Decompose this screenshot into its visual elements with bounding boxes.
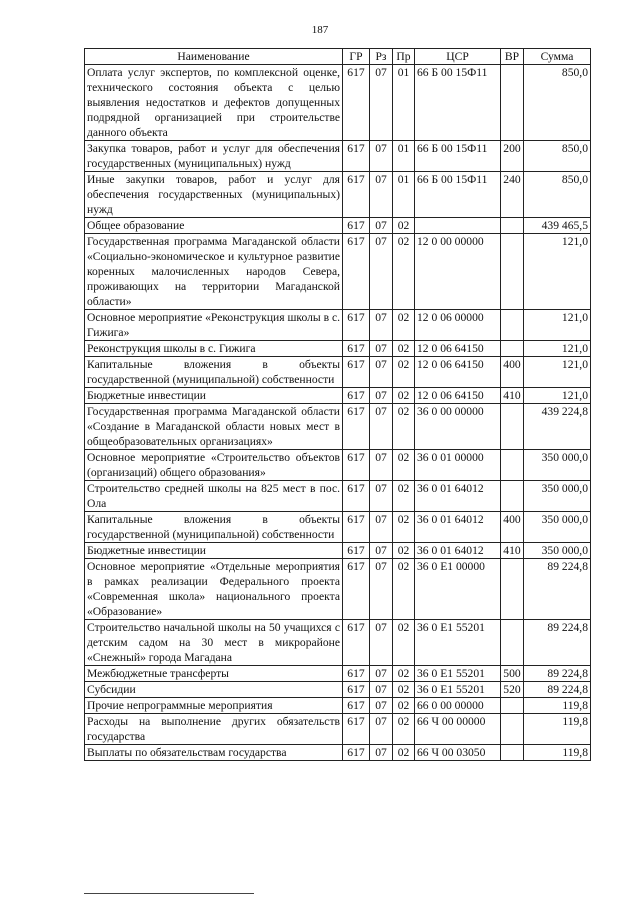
cell-csr: 66 Б 00 15Ф11 — [415, 65, 501, 141]
cell-name: Выплаты по обязательствам государства — [85, 745, 343, 761]
cell-csr: 36 0 E1 55201 — [415, 682, 501, 698]
cell-csr — [415, 218, 501, 234]
table-row — [85, 234, 591, 310]
cell-csr: 36 0 01 64012 — [415, 512, 501, 543]
cell-name: Бюджетные инвестиции — [85, 543, 343, 559]
cell-csr: 36 0 01 00000 — [415, 450, 501, 481]
table-row — [85, 218, 591, 234]
cell-name: Закупка товаров, работ и услуг для обеспечения государственных (муниципальных) нужд — [85, 141, 343, 172]
cell-pr: 02 — [393, 357, 415, 388]
cell-pr: 02 — [393, 218, 415, 234]
page-number: 187 — [311, 24, 329, 36]
table-row — [85, 698, 591, 714]
cell-pr: 02 — [393, 512, 415, 543]
cell-csr: 36 0 E1 00000 — [415, 559, 501, 620]
cell-csr: 12 0 06 00000 — [415, 310, 501, 341]
cell-pr: 02 — [393, 698, 415, 714]
cell-pr: 02 — [393, 388, 415, 404]
cell-csr: 66 Ч 00 00000 — [415, 714, 501, 745]
cell-sum: 121,0 — [524, 234, 591, 310]
cell-vr — [501, 450, 524, 481]
cell-gr: 617 — [343, 512, 370, 543]
cell-rz: 07 — [370, 714, 393, 745]
cell-gr: 617 — [343, 559, 370, 620]
cell-pr: 01 — [393, 141, 415, 172]
cell-rz: 07 — [370, 172, 393, 218]
cell-sum: 850,0 — [524, 141, 591, 172]
cell-rz: 07 — [370, 620, 393, 666]
cell-gr: 617 — [343, 234, 370, 310]
header-csr: ЦСР — [415, 49, 501, 65]
table-row — [85, 172, 591, 218]
cell-rz: 07 — [370, 310, 393, 341]
cell-csr: 36 0 E1 55201 — [415, 620, 501, 666]
cell-vr — [501, 218, 524, 234]
cell-rz: 07 — [370, 388, 393, 404]
cell-csr: 12 0 06 64150 — [415, 341, 501, 357]
cell-csr: 66 0 00 00000 — [415, 698, 501, 714]
cell-name: Основное мероприятие «Реконструкция школы в с. Гижига» — [85, 310, 343, 341]
cell-rz: 07 — [370, 512, 393, 543]
cell-sum: 350 000,0 — [524, 481, 591, 512]
cell-csr: 36 0 00 00000 — [415, 404, 501, 450]
cell-gr: 617 — [343, 310, 370, 341]
table-row — [85, 714, 591, 745]
cell-sum: 121,0 — [524, 357, 591, 388]
cell-pr: 01 — [393, 172, 415, 218]
cell-vr — [501, 481, 524, 512]
cell-rz: 07 — [370, 341, 393, 357]
cell-vr — [501, 310, 524, 341]
cell-rz: 07 — [370, 218, 393, 234]
cell-vr: 400 — [501, 512, 524, 543]
table-row — [85, 141, 591, 172]
table-row — [85, 310, 591, 341]
cell-sum: 119,8 — [524, 745, 591, 761]
cell-name: Иные закупки товаров, работ и услуг для обеспечения государственных (муниципальных) нужд — [85, 172, 343, 218]
header-gr: ГР — [343, 49, 370, 65]
cell-sum: 89 224,8 — [524, 559, 591, 620]
cell-pr: 02 — [393, 745, 415, 761]
cell-rz: 07 — [370, 65, 393, 141]
cell-name: Капитальные вложения в объекты государственной (муниципальной) собственности — [85, 512, 343, 543]
cell-sum: 89 224,8 — [524, 682, 591, 698]
cell-csr: 36 0 01 64012 — [415, 481, 501, 512]
cell-name: Оплата услуг экспертов, по комплексной оценке, технического состояния объекта с целью выявления недостатков и дефектов допущенных подрядной организацией при строительстве данного объекта — [85, 65, 343, 141]
cell-vr — [501, 698, 524, 714]
cell-sum: 850,0 — [524, 172, 591, 218]
cell-csr: 12 0 06 64150 — [415, 388, 501, 404]
cell-rz: 07 — [370, 141, 393, 172]
table-header-row — [85, 49, 591, 65]
cell-csr: 66 Ч 00 03050 — [415, 745, 501, 761]
cell-name: Бюджетные инвестиции — [85, 388, 343, 404]
cell-gr: 617 — [343, 172, 370, 218]
cell-sum: 121,0 — [524, 388, 591, 404]
cell-csr: 66 Б 00 15Ф11 — [415, 172, 501, 218]
cell-name: Строительство средней школы на 825 мест в пос. Ола — [85, 481, 343, 512]
table-row — [85, 341, 591, 357]
cell-csr: 12 0 06 64150 — [415, 357, 501, 388]
cell-name: Государственная программа Магаданской области «Создание в Магаданской области новых мест в общеобразовательных организациях» — [85, 404, 343, 450]
cell-gr: 617 — [343, 620, 370, 666]
cell-rz: 07 — [370, 666, 393, 682]
cell-name: Прочие непрограммные мероприятия — [85, 698, 343, 714]
cell-gr: 617 — [343, 388, 370, 404]
table-row — [85, 404, 591, 450]
cell-rz: 07 — [370, 559, 393, 620]
cell-rz: 07 — [370, 481, 393, 512]
cell-sum: 121,0 — [524, 341, 591, 357]
header-rz: Рз — [370, 49, 393, 65]
cell-rz: 07 — [370, 404, 393, 450]
cell-pr: 02 — [393, 543, 415, 559]
table-row — [85, 559, 591, 620]
table-row — [85, 388, 591, 404]
cell-sum: 119,8 — [524, 714, 591, 745]
cell-gr: 617 — [343, 65, 370, 141]
cell-name: Государственная программа Магаданской области «Социально-экономическое и культурное развитие коренных малочисленных народов Севера, проживающих на территории Магаданской области» — [85, 234, 343, 310]
cell-name: Строительство начальной школы на 50 учащихся с детским садом на 30 мест в микрорайоне «Снежный» города Магадана — [85, 620, 343, 666]
table-row — [85, 666, 591, 682]
cell-vr: 500 — [501, 666, 524, 682]
cell-name: Субсидии — [85, 682, 343, 698]
cell-gr: 617 — [343, 404, 370, 450]
cell-name: Межбюджетные трансферты — [85, 666, 343, 682]
cell-pr: 02 — [393, 310, 415, 341]
cell-name: Расходы на выполнение других обязательств государства — [85, 714, 343, 745]
cell-sum: 89 224,8 — [524, 620, 591, 666]
table-row — [85, 682, 591, 698]
table-body — [85, 65, 591, 761]
cell-gr: 617 — [343, 218, 370, 234]
cell-vr: 410 — [501, 388, 524, 404]
cell-vr — [501, 714, 524, 745]
cell-rz: 07 — [370, 745, 393, 761]
cell-gr: 617 — [343, 543, 370, 559]
header-sum: Сумма — [524, 49, 591, 65]
cell-vr — [501, 404, 524, 450]
cell-pr: 01 — [393, 65, 415, 141]
cell-pr: 02 — [393, 450, 415, 481]
cell-vr — [501, 620, 524, 666]
cell-pr: 02 — [393, 404, 415, 450]
cell-sum: 350 000,0 — [524, 450, 591, 481]
cell-vr — [501, 65, 524, 141]
table-row — [85, 481, 591, 512]
cell-pr: 02 — [393, 620, 415, 666]
cell-sum: 439 465,5 — [524, 218, 591, 234]
cell-name: Общее образование — [85, 218, 343, 234]
table-row — [85, 357, 591, 388]
cell-pr: 02 — [393, 559, 415, 620]
cell-rz: 07 — [370, 543, 393, 559]
header-pr: Пр — [393, 49, 415, 65]
cell-rz: 07 — [370, 450, 393, 481]
table-row — [85, 745, 591, 761]
cell-vr — [501, 341, 524, 357]
cell-rz: 07 — [370, 698, 393, 714]
cell-pr: 02 — [393, 234, 415, 310]
cell-vr: 400 — [501, 357, 524, 388]
cell-name: Основное мероприятие «Строительство объектов (организаций) общего образования» — [85, 450, 343, 481]
cell-sum: 850,0 — [524, 65, 591, 141]
cell-gr: 617 — [343, 357, 370, 388]
cell-rz: 07 — [370, 234, 393, 310]
table-row — [85, 512, 591, 543]
cell-name: Капитальные вложения в объекты государственной (муниципальной) собственности — [85, 357, 343, 388]
footer-divider — [84, 893, 254, 894]
cell-pr: 02 — [393, 714, 415, 745]
cell-name: Основное мероприятие «Отдельные мероприятия в рамках реализации Федерального проекта «Современная школа» национального проекта «Образование» — [85, 559, 343, 620]
table-row — [85, 450, 591, 481]
cell-gr: 617 — [343, 341, 370, 357]
cell-csr: 66 Б 00 15Ф11 — [415, 141, 501, 172]
cell-vr: 200 — [501, 141, 524, 172]
cell-vr: 520 — [501, 682, 524, 698]
cell-sum: 119,8 — [524, 698, 591, 714]
cell-pr: 02 — [393, 481, 415, 512]
table-row — [85, 543, 591, 559]
cell-gr: 617 — [343, 481, 370, 512]
cell-gr: 617 — [343, 682, 370, 698]
table-row — [85, 620, 591, 666]
cell-vr: 240 — [501, 172, 524, 218]
cell-sum: 350 000,0 — [524, 543, 591, 559]
cell-vr — [501, 559, 524, 620]
cell-gr: 617 — [343, 450, 370, 481]
cell-gr: 617 — [343, 666, 370, 682]
cell-rz: 07 — [370, 682, 393, 698]
table-row — [85, 65, 591, 141]
header-name: Наименование — [85, 49, 343, 65]
cell-vr — [501, 745, 524, 761]
cell-pr: 02 — [393, 341, 415, 357]
cell-rz: 07 — [370, 357, 393, 388]
cell-vr: 410 — [501, 543, 524, 559]
cell-pr: 02 — [393, 666, 415, 682]
budget-table — [84, 48, 591, 761]
cell-gr: 617 — [343, 745, 370, 761]
cell-gr: 617 — [343, 714, 370, 745]
cell-sum: 121,0 — [524, 310, 591, 341]
cell-gr: 617 — [343, 141, 370, 172]
cell-sum: 350 000,0 — [524, 512, 591, 543]
cell-sum: 89 224,8 — [524, 666, 591, 682]
cell-csr: 12 0 00 00000 — [415, 234, 501, 310]
header-vr: ВР — [501, 49, 524, 65]
cell-gr: 617 — [343, 698, 370, 714]
cell-pr: 02 — [393, 682, 415, 698]
cell-csr: 36 0 01 64012 — [415, 543, 501, 559]
cell-sum: 439 224,8 — [524, 404, 591, 450]
cell-name: Реконструкция школы в с. Гижига — [85, 341, 343, 357]
cell-csr: 36 0 E1 55201 — [415, 666, 501, 682]
cell-vr — [501, 234, 524, 310]
